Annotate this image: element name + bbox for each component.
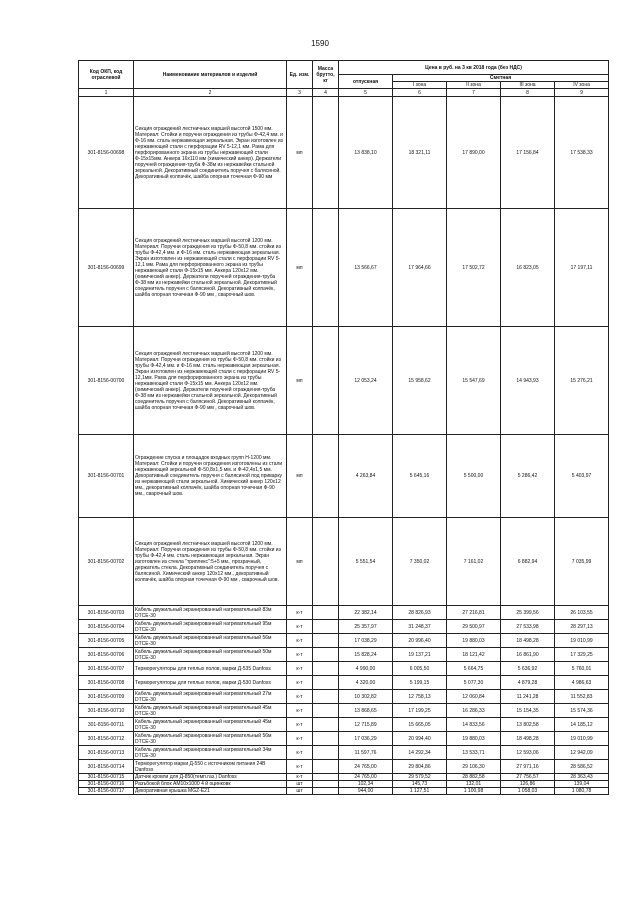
item-price-zone-4: 17 329,25 [555,648,609,662]
item-price-zone-3: 27 971,16 [501,760,555,774]
header-zone-4: IV зона [555,82,609,89]
item-price-zone-1: 19 137,21 [393,648,447,662]
item-price-zone-3: 25 399,56 [501,606,555,620]
item-price-zone-2: 16 286,33 [447,704,501,718]
item-price-zone-1: 18 321,11 [393,97,447,209]
table-row [79,662,609,676]
col-number: 8 [501,89,555,97]
item-unit: к-т [287,718,313,732]
item-mass [313,518,339,606]
item-price-zone-4: 28 297,13 [555,620,609,634]
header-zone-3: III зона [501,82,555,89]
item-code: 301-8156-00717 [79,788,134,795]
item-code: 301-8156-00698 [79,97,134,209]
item-unit: к-т [287,634,313,648]
item-name: Кабель двужильный экранированный нагревательный 95м DTCE-30 [134,620,287,634]
item-price-zone-4: 5 760,01 [555,662,609,676]
item-price-zone-4: 15 574,36 [555,704,609,718]
item-price-zone-2: 19 880,03 [447,634,501,648]
table-row [79,690,609,704]
item-unit: к-т [287,704,313,718]
item-mass [313,662,339,676]
item-price-zone-3: 15 154,35 [501,704,555,718]
item-price-zone-3: 16 861,90 [501,648,555,662]
item-code: 301-8156-00701 [79,435,134,518]
item-code: 301-8156-00706 [79,648,134,662]
item-price-zone-1: 12 758,13 [393,690,447,704]
item-price-zone-3: 12 593,06 [501,746,555,760]
header-row-1 [79,61,609,75]
item-price: 102,34 [339,781,393,788]
item-price-zone-3: 13 802,58 [501,718,555,732]
item-code: 301-8156-00702 [79,518,134,606]
item-price-zone-3: 14 943,93 [501,327,555,435]
header-wholesale: отпускная [339,75,393,89]
item-name: Кабель двужильный экранированный нагревательный 56м DTCE-30 [134,732,287,746]
column-number-row [79,89,609,97]
item-price-zone-2: 29 106,30 [447,760,501,774]
item-unit: мп [287,97,313,209]
item-mass [313,620,339,634]
table-row [79,774,609,781]
col-number: 1 [79,89,134,97]
item-price-zone-4: 12 942,09 [555,746,609,760]
item-price-zone-2: 1 100,98 [447,788,501,795]
item-unit: шт [287,788,313,795]
item-unit: к-т [287,662,313,676]
item-price-zone-3: 126,86 [501,781,555,788]
item-code: 301-8156-00703 [79,606,134,620]
item-unit: к-т [287,746,313,760]
item-price-zone-2: 28 882,58 [447,774,501,781]
item-name: Секция ограждений лестничных маршей высотой 1500 мм. Материал: Стойки и поручни ограждения из трубы Ф-42,4 мм. и Ф-16 мм. сталь нержавеющая зеркальная. Экран изготовлен из нержавеющей стали с перфорации RV 5-12,1 мм. Рама для перфорированного экрана из трубы нержавеющей стали Ф-15х15мм. Анкера 16х110 мм (химический анкер). Держатели поручней ограждения-труба Ф-38м из нержавейки стальной зеркальной. Декоративный соединитель поручня с балясиной. Декоративный колпачёк, шайба опорная точечная Ф-90 мм [134,97,287,209]
item-price: 944,00 [339,788,393,795]
price-table [78,60,609,795]
item-price-zone-2: 17 890,00 [447,97,501,209]
item-mass [313,774,339,781]
item-price: 13 868,65 [339,704,393,718]
item-code: 301-8156-00708 [79,676,134,690]
item-price-zone-4: 15 276,21 [555,327,609,435]
item-price: 25 357,97 [339,620,393,634]
item-mass [313,634,339,648]
table-row [79,518,609,606]
item-price: 17 038,29 [339,634,393,648]
item-mass [313,327,339,435]
header-code: Код ОКП, код отраслевой [79,61,134,89]
page-number: 1590 [311,39,329,48]
item-price: 13 566,67 [339,209,393,327]
item-name: Кабель двужильный экранированный нагревательный 50м DTCE-30 [134,648,287,662]
item-name: Секция ограждений лестничных маршей высотой 1200 мм. Материал: Поручни ограждения из трубы Ф-50,8 мм. стойки из трубы Ф-42,4 мм. и Ф-16 мм. сталь нержавеющая зеркальная. Экран изготовлен из нержавеющей стали с перфорации RV 5-12,1 мм. Рама для перфорированного экрана из трубы нержавеющей стали Ф-15х15 мм. Анкера 120х12 мм. (химический анкер). Держатели поручней ограждения-труба Ф-38 мм из нержавейки стальной зеркальной. Декоративный соединитель поручня с балясиной. Декоративный колпачёк, шайба опорная точечная Ф-90 мм , сварочный шов. [134,209,287,327]
item-price-zone-4: 19 010,99 [555,732,609,746]
item-price-zone-2: 5 500,00 [447,435,501,518]
table-row [79,435,609,518]
item-price: 22 382,14 [339,606,393,620]
item-name: Кабель двужильный экранированный нагревательный 45м DTCE-30 [134,718,287,732]
item-price-zone-1: 1 127,51 [393,788,447,795]
item-code: 301-8156-00707 [79,662,134,676]
item-price-zone-1: 20 996,40 [393,634,447,648]
item-price-zone-4: 17 197,11 [555,209,609,327]
item-price-zone-4: 28 363,43 [555,774,609,781]
item-price-zone-2: 5 664,75 [447,662,501,676]
item-mass [313,606,339,620]
item-mass [313,781,339,788]
item-price-zone-4: 11 552,83 [555,690,609,704]
table-row [79,327,609,435]
item-name: Кабель двужильный экранированный нагревательный 27м DTCE-30 [134,690,287,704]
item-price-zone-3: 18 498,28 [501,634,555,648]
item-unit: шт [287,781,313,788]
item-price-zone-4: 17 538,33 [555,97,609,209]
item-price-zone-4: 7 035,99 [555,518,609,606]
item-price: 24 765,00 [339,760,393,774]
item-price-zone-1: 17 964,66 [393,209,447,327]
item-name: Терморегуляторы для теплых полов, марки Д-535 Danfoss [134,662,287,676]
item-price-zone-2: 13 533,71 [447,746,501,760]
header-name: Наименование материалов и изделий [134,61,287,89]
col-number: 7 [447,89,501,97]
item-price-zone-2: 132,01 [447,781,501,788]
item-price: 11 597,76 [339,746,393,760]
item-code: 301-8156-00709 [79,690,134,704]
item-price: 17 036,29 [339,732,393,746]
item-price: 4 990,00 [339,662,393,676]
col-number: 9 [555,89,609,97]
table-row [79,620,609,634]
item-price-zone-4: 5 403,97 [555,435,609,518]
item-name: Ограждение спуска и площадок входных групп Н-1200 мм. Материал: Стойки и поручни ограждения изготовлены из стали нержавеющей зеркальной Ф-50,8х1,5 мм. и Ф-42,4х1,5 мм. Декоративный соединитель поручня с балясиной под приварку из нержавеющей стали зеркальной. Химический анкер 120х12 мм., декоративный колпачёк, шайба опорная точечная Ф-90 мм., сварочный шов. [134,435,287,518]
item-price-zone-2: 19 880,03 [447,732,501,746]
item-code: 301-8156-00713 [79,746,134,760]
item-mass [313,435,339,518]
item-price-zone-2: 7 161,02 [447,518,501,606]
item-name: Кабель двужильный экранированный нагревательный 45м DTCE-30 [134,704,287,718]
item-price-zone-1: 31 248,37 [393,620,447,634]
item-price-zone-3: 27 533,98 [501,620,555,634]
item-price-zone-1: 17 199,25 [393,704,447,718]
item-code: 301-8156-00716 [79,781,134,788]
item-unit: к-т [287,732,313,746]
item-unit: мп [287,327,313,435]
item-price-zone-1: 145,73 [393,781,447,788]
table-row [79,718,609,732]
item-mass [313,760,339,774]
item-price-zone-3: 27 756,57 [501,774,555,781]
item-unit: к-т [287,774,313,781]
item-price-zone-4: 28 586,52 [555,760,609,774]
item-code: 301-8156-00700 [79,327,134,435]
item-name: Секция ограждений лестничных маршей высотой 1200 мм. Материал: Поручни ограждения из трубы Ф-50,8 мм. стойки из трубы Ф-42,4 мм. и Ф-16 мм. сталь нержавеющая зеркальная. Экран изготовлен из нержавеющей стали с перфорации RV 5-12,1мм. Рама для перфорированного экрана из трубы нержавеющей стали Ф-15х15 мм. Анкера 120х12 мм. (химический анкер). Держатели поручней ограждения-труба Ф-38 мм из нержавейки стальной зеркальной. Декоративный соединитель поручня с балясиной. Декоративный колпачёк, шайба опорная точечная Ф-90 мм , сварочный шов. [134,327,287,435]
item-name: Терморегулятор марки Д-550 с источником питания 24В Danfoss [134,760,287,774]
item-price-zone-4: 4 986,63 [555,676,609,690]
table-row [79,704,609,718]
col-number: 5 [339,89,393,97]
item-unit: к-т [287,676,313,690]
item-price: 10 302,82 [339,690,393,704]
item-price-zone-4: 19 010,99 [555,634,609,648]
item-price-zone-1: 7 350,02 [393,518,447,606]
item-code: 301-8156-00712 [79,732,134,746]
item-price-zone-1: 5 645,16 [393,435,447,518]
item-price-zone-3: 4 879,28 [501,676,555,690]
header-zone-2: II зона [447,82,501,89]
item-price: 5 551,54 [339,518,393,606]
item-price-zone-2: 5 077,30 [447,676,501,690]
item-mass [313,690,339,704]
header-zone-1: I зона [393,82,447,89]
item-price-zone-2: 15 547,69 [447,327,501,435]
item-price: 12 715,89 [339,718,393,732]
item-unit: к-т [287,690,313,704]
item-price: 4 320,00 [339,676,393,690]
item-price-zone-4: 1 080,78 [555,788,609,795]
table-row [79,732,609,746]
item-name: Кабель двужильный экранированный нагревательный 56м DTCE-30 [134,634,287,648]
item-price-zone-1: 14 292,34 [393,746,447,760]
item-price-zone-4: 14 185,12 [555,718,609,732]
item-unit: мп [287,435,313,518]
item-code: 301-8156-00705 [79,634,134,648]
item-price-zone-2: 14 833,56 [447,718,501,732]
table-row [79,606,609,620]
item-price: 4 263,84 [339,435,393,518]
table-row [79,746,609,760]
item-price-zone-3: 1 058,03 [501,788,555,795]
item-price-zone-4: 139,04 [555,781,609,788]
item-name: Датчик кровли для Д-850(темп.газ.) Danfoss [134,774,287,781]
item-mass [313,648,339,662]
item-code: 301-8156-00699 [79,209,134,327]
item-mass [313,704,339,718]
item-price: 24 765,00 [339,774,393,781]
item-price-zone-1: 15 665,05 [393,718,447,732]
item-price-zone-3: 18 498,28 [501,732,555,746]
item-price-zone-2: 18 121,42 [447,648,501,662]
item-name: Секция ограждений лестничных маршей высотой 1200 мм. Материал: Поручни ограждения из трубы Ф-50,8 мм. стойки из трубы Ф-42,4 мм. сталь нержавеющая зеркальная. Экран изготовлен из стекла "триплекс":5+5 мм., прозрачный, держатель стекла. Декоративный соединитель поручня с балясиной. Химический анкер 120х12 мм., декоративный колпачёк, шайба опорная точечная Ф-90 мм , сварочный шов. [134,518,287,606]
item-price-zone-4: 26 103,55 [555,606,609,620]
table-row [79,209,609,327]
col-number: 6 [393,89,447,97]
item-price-zone-1: 6 005,50 [393,662,447,676]
col-number: 3 [287,89,313,97]
item-unit: мп [287,209,313,327]
item-price-zone-1: 29 804,86 [393,760,447,774]
item-mass [313,746,339,760]
header-price-group: Цена в руб. на 3 кв 2018 года (без НДС) [339,61,609,75]
table-row [79,648,609,662]
item-name: Кабель двужильный экранированный нагревательный 34м DTCE-30 [134,746,287,760]
item-code: 301-8156-00711 [79,718,134,732]
item-name: Терморегуляторы для теплых полов, марки Д-530 Danfoss [134,676,287,690]
item-code: 301-8156-00714 [79,760,134,774]
item-name: Кабель двужильный экранированный нагревательный 83м DTCE-30 [134,606,287,620]
table-row [79,634,609,648]
col-number: 2 [134,89,287,97]
item-code: 301-8156-00704 [79,620,134,634]
item-price-zone-3: 5 286,42 [501,435,555,518]
item-mass [313,788,339,795]
table-row [79,781,609,788]
item-mass [313,718,339,732]
item-price: 12 053,24 [339,327,393,435]
item-price-zone-2: 29 500,97 [447,620,501,634]
item-unit: мп [287,518,313,606]
item-price-zone-3: 11 241,28 [501,690,555,704]
header-unit: Ед. изм. [287,61,313,89]
item-price-zone-3: 6 882,94 [501,518,555,606]
item-unit: к-т [287,648,313,662]
item-unit: к-т [287,620,313,634]
item-price-zone-1: 28 826,93 [393,606,447,620]
table-row [79,97,609,209]
item-price-zone-3: 17 156,84 [501,97,555,209]
table-row [79,760,609,774]
item-mass [313,97,339,209]
item-code: 301-8156-00710 [79,704,134,718]
item-price-zone-2: 17 502,72 [447,209,501,327]
item-price-zone-2: 27 216,81 [447,606,501,620]
header-estimate: Сметная [393,75,609,82]
item-mass [313,209,339,327]
table-row [79,788,609,795]
item-price-zone-2: 12 060,84 [447,690,501,704]
item-code: 301-8156-00715 [79,774,134,781]
item-price-zone-1: 29 579,52 [393,774,447,781]
item-price: 13 838,10 [339,97,393,209]
item-price-zone-1: 20 994,40 [393,732,447,746]
item-price-zone-1: 5 199,15 [393,676,447,690]
item-price: 15 828,24 [339,648,393,662]
item-mass [313,676,339,690]
item-price-zone-3: 16 823,05 [501,209,555,327]
item-price-zone-1: 15 958,62 [393,327,447,435]
col-number: 4 [313,89,339,97]
item-name: Разъбокой блок АМ10х1000 4 й оцинковк [134,781,287,788]
item-unit: к-т [287,760,313,774]
item-price-zone-3: 5 636,92 [501,662,555,676]
item-name: Декоративная крышка MGZ-E21 [134,788,287,795]
item-mass [313,732,339,746]
header-mass: Масса брутто, кг [313,61,339,89]
table-row [79,676,609,690]
item-unit: к-т [287,606,313,620]
